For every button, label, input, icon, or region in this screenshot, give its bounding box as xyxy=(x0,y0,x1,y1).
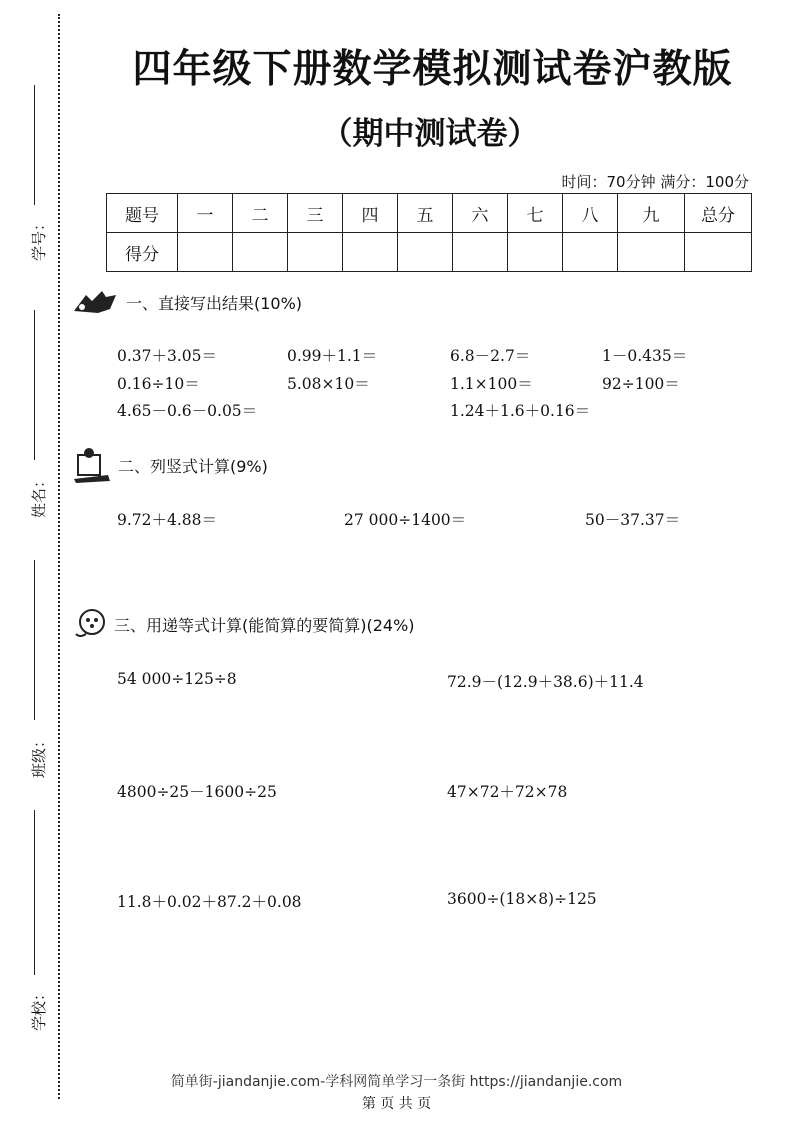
problem: 1.24＋1.6＋0.16＝ xyxy=(450,402,591,420)
problem: 0.99＋1.1＝ xyxy=(287,347,378,365)
school-label: 学校： xyxy=(30,985,49,1032)
score-input[interactable] xyxy=(508,233,563,272)
name-label: 姓名： xyxy=(30,472,49,519)
score-label: 得分 xyxy=(107,233,178,272)
score-input[interactable] xyxy=(618,233,685,272)
score-cell: 七 xyxy=(508,194,563,233)
problem: 0.16÷10＝ xyxy=(117,375,200,393)
problem: 11.8＋0.02＋87.2＋0.08 xyxy=(117,893,302,911)
name-line xyxy=(34,310,35,460)
problem: 0.37＋3.05＝ xyxy=(117,347,218,365)
score-table xyxy=(106,193,752,272)
score-cell: 三 xyxy=(288,194,343,233)
score-input[interactable] xyxy=(398,233,453,272)
section-2-header xyxy=(72,445,268,485)
section-2-title: 二、列竖式计算(9%) xyxy=(118,456,268,476)
score-cell: 八 xyxy=(563,194,618,233)
problem: 50－37.37＝ xyxy=(585,511,681,529)
score-input[interactable] xyxy=(685,233,752,272)
class-label: 班级： xyxy=(30,732,49,779)
time-info: 时间：70分钟 满分：100分 xyxy=(561,173,749,191)
student-desk-icon xyxy=(72,445,112,485)
page-number: 第 页 共 页 xyxy=(361,1096,432,1112)
score-header-row xyxy=(107,194,752,233)
section-3-title: 三、用递等式计算(能简算的要简算)(24%) xyxy=(114,615,415,635)
binding-margin xyxy=(0,0,70,1122)
problem: 47×72＋72×78 xyxy=(447,783,568,801)
score-input[interactable] xyxy=(343,233,398,272)
problem: 9.72＋4.88＝ xyxy=(117,511,218,529)
problem: 6.8－2.7＝ xyxy=(450,347,531,365)
score-cell: 五 xyxy=(398,194,453,233)
problem: 1－0.435＝ xyxy=(602,347,688,365)
class-line xyxy=(34,560,35,720)
page-subtitle: （期中测试卷） xyxy=(321,116,539,152)
score-input[interactable] xyxy=(288,233,343,272)
problem: 92÷100＝ xyxy=(602,375,680,393)
score-input-row xyxy=(107,233,752,272)
problem: 72.9－(12.9＋38.6)＋11.4 xyxy=(447,673,644,691)
cut-line xyxy=(58,14,60,1099)
student-id-label: 学号： xyxy=(30,215,49,262)
score-cell: 总分 xyxy=(685,194,752,233)
score-cell: 一 xyxy=(178,194,233,233)
problem: 4800÷25－1600÷25 xyxy=(117,783,277,801)
problem: 27 000÷1400＝ xyxy=(344,511,467,529)
section-3-header xyxy=(72,608,415,640)
section-1-title: 一、直接写出结果(10%) xyxy=(126,293,303,313)
student-id-line xyxy=(34,85,35,205)
score-cell: 二 xyxy=(233,194,288,233)
score-cell: 九 xyxy=(618,194,685,233)
score-cell: 四 xyxy=(343,194,398,233)
score-input[interactable] xyxy=(233,233,288,272)
school-line xyxy=(34,810,35,975)
problem: 5.08×10＝ xyxy=(287,375,370,393)
problem: 3600÷(18×8)÷125 xyxy=(447,890,597,908)
mascot-icon xyxy=(72,608,108,640)
score-input[interactable] xyxy=(563,233,618,272)
score-input[interactable] xyxy=(453,233,508,272)
problem: 4.65－0.6－0.05＝ xyxy=(117,402,258,420)
problem: 54 000÷125÷8 xyxy=(117,670,237,688)
score-cell: 题号 xyxy=(107,194,178,233)
score-cell: 六 xyxy=(453,194,508,233)
footer-watermark: 简单街-jiandanjie.com-学科网简单学习一条街 https://jiandanjie.com xyxy=(170,1074,623,1090)
pencil-figure-icon xyxy=(72,287,120,317)
score-input[interactable] xyxy=(178,233,233,272)
section-1-header xyxy=(72,287,302,317)
page-title: 四年级下册数学模拟测试卷沪教版 xyxy=(132,47,733,92)
problem: 1.1×100＝ xyxy=(450,375,533,393)
